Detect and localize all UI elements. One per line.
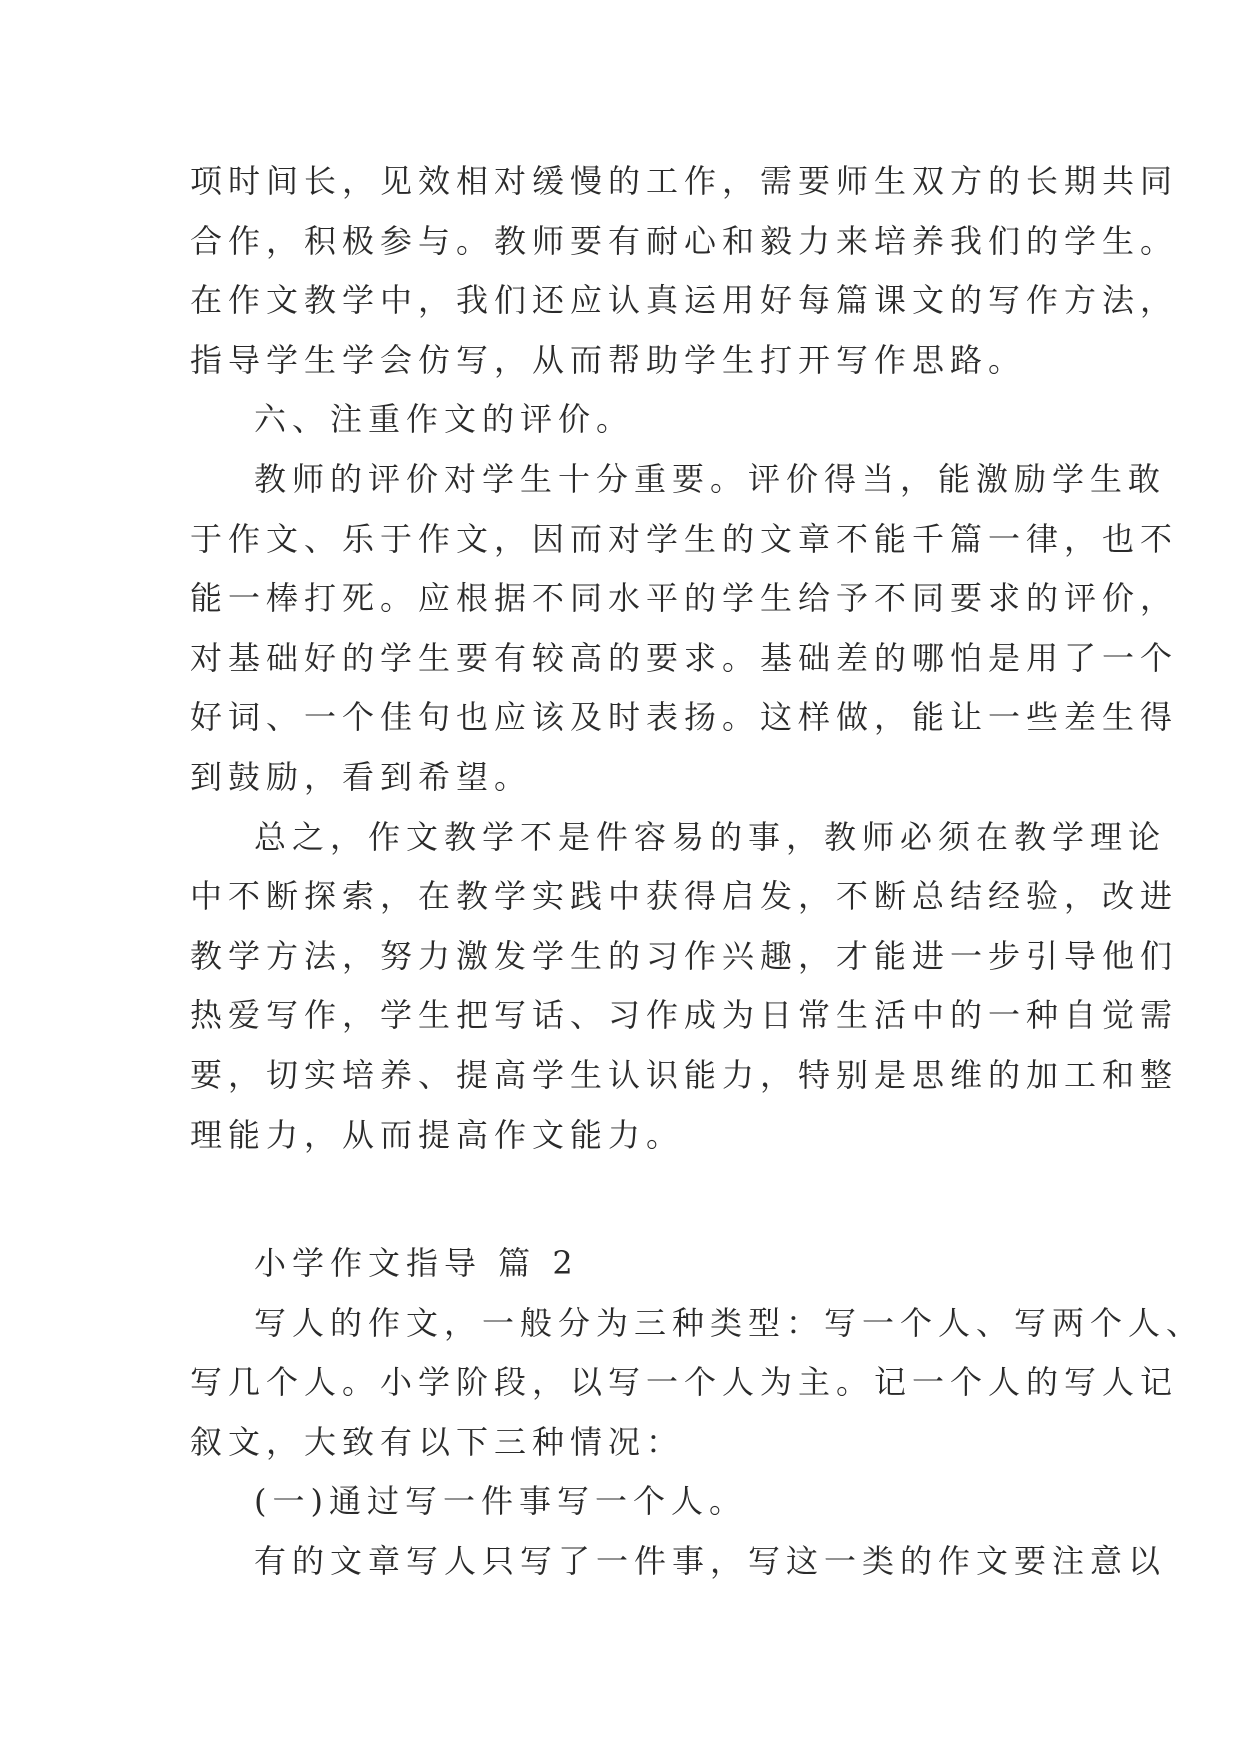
text-line: 写几个人。小学阶段，以写一个人为主。记一个人的写人记 [190,1363,1179,1402]
text-line: 能一棒打死。应根据不同水平的学生给予不同要求的评价， [190,579,1179,618]
text-line: 中不断探索，在教学实践中获得启发，不断总结经验，改进 [190,877,1179,916]
text-line: 好词、一个佳句也应该及时表扬。这样做，能让一些差生得 [190,698,1179,737]
text-line: 要，切实培养、提高学生认识能力，特别是思维的加工和整 [190,1055,1179,1094]
subsection-heading: (一)通过写一件事写一个人。 [254,1482,747,1521]
section-title: 小学作文指导 篇 2 [254,1244,579,1283]
text-line: 对基础好的学生要有较高的要求。基础差的哪怕是用了一个 [190,638,1179,677]
text-line: 教师的评价对学生十分重要。评价得当，能激励学生敢 [254,459,1167,498]
document-body [190,152,1205,1592]
text-line: 在作文教学中，我们还应认真运用好每篇课文的写作方法， [190,281,1179,320]
text-line: 合作，积极参与。教师要有耐心和毅力来培养我们的学生。 [190,221,1179,260]
text-line: 于作文、乐于作文，因而对学生的文章不能千篇一律，也不 [190,519,1179,558]
text-line: 教学方法，努力激发学生的习作兴趣，才能进一步引导他们 [190,936,1179,975]
text-line: 热爱写作，学生把写话、习作成为日常生活中的一种自觉需 [190,996,1179,1035]
text-line: 项时间长，见效相对缓慢的工作，需要师生双方的长期共同 [190,162,1179,200]
text-line: 总之，作文教学不是件容易的事，教师必须在教学理论 [254,817,1167,856]
section-heading-6: 六、注重作文的评价。 [254,400,635,439]
text-line: 写人的作文，一般分为三种类型：写一个人、写两个人、 [254,1303,1205,1342]
text-line: 理能力，从而提高作文能力。 [190,1115,685,1154]
text-line: 到鼓励，看到希望。 [190,757,533,796]
text-line: 有的文章写人只写了一件事，写这一类的作文要注意以 [254,1542,1167,1581]
section-spacer [190,1165,1050,1234]
text-line: 叙文，大致有以下三种情况： [190,1422,685,1461]
text-line: 指导学生学会仿写，从而帮助学生打开写作思路。 [190,340,1027,379]
